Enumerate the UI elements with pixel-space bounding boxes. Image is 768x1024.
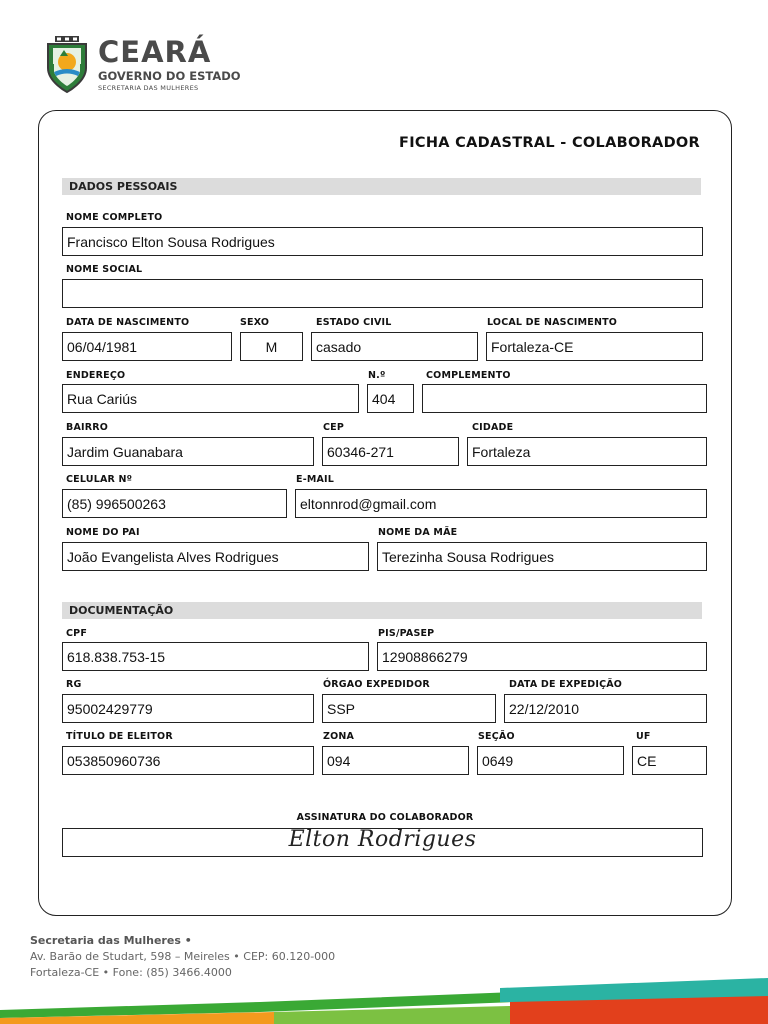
footer-color-stripes: [0, 972, 768, 1024]
field-sex[interactable]: M: [240, 332, 303, 361]
field-address[interactable]: Rua Cariús: [62, 384, 359, 413]
field-mobile[interactable]: (85) 996500263: [62, 489, 287, 518]
label-address: ENDEREÇO: [66, 370, 126, 381]
field-social-name[interactable]: [62, 279, 703, 308]
label-city: CIDADE: [472, 422, 514, 433]
brand-subtitle: GOVERNO DO ESTADO: [98, 69, 241, 83]
field-email[interactable]: eltonnrod@gmail.com: [295, 489, 707, 518]
field-complement[interactable]: [422, 384, 707, 413]
field-cep[interactable]: 60346-271: [322, 437, 459, 466]
footer-org-name: Secretaria das Mulheres •: [30, 934, 192, 947]
state-logo: [44, 36, 244, 100]
label-zone: ZONA: [323, 731, 355, 742]
field-mother-name[interactable]: Terezinha Sousa Rodrigues: [377, 542, 707, 571]
brand-secretaria: SECRETARIA DAS MULHERES: [98, 84, 199, 92]
field-full-name[interactable]: Francisco Elton Sousa Rodrigues: [62, 227, 703, 256]
label-issue-date: DATA DE EXPEDIÇÃO: [509, 679, 623, 690]
field-civil-status[interactable]: casado: [311, 332, 478, 361]
label-civil-status: ESTADO CIVIL: [316, 317, 392, 328]
field-pis[interactable]: 12908866279: [377, 642, 707, 671]
field-uf[interactable]: CE: [632, 746, 707, 775]
field-voter-id[interactable]: 053850960736: [62, 746, 314, 775]
brand-name: CEARÁ: [98, 35, 212, 69]
field-father-name[interactable]: João Evangelista Alves Rodrigues: [62, 542, 369, 571]
label-father-name: NOME DO PAI: [66, 527, 140, 538]
state-coat-of-arms-icon: [44, 36, 90, 94]
field-issuing-agency[interactable]: SSP: [322, 694, 496, 723]
field-cpf[interactable]: 618.838.753-15: [62, 642, 369, 671]
label-section: SEÇÃO: [478, 731, 515, 742]
label-mother-name: NOME DA MÃE: [378, 527, 458, 538]
label-birthplace: LOCAL DE NASCIMENTO: [487, 317, 618, 328]
label-cep: CEP: [323, 422, 345, 433]
form-title: FICHA CADASTRAL - COLABORADOR: [399, 135, 700, 151]
label-sex: SEXO: [240, 317, 270, 328]
label-mobile: CELULAR Nº: [66, 474, 133, 485]
registration-form-card: [38, 110, 732, 916]
field-number[interactable]: 404: [367, 384, 414, 413]
label-social-name: NOME SOCIAL: [66, 264, 143, 275]
signature-field[interactable]: [62, 828, 703, 857]
field-neighborhood[interactable]: Jardim Guanabara: [62, 437, 314, 466]
field-issue-date[interactable]: 22/12/2010: [504, 694, 707, 723]
label-email: E-MAIL: [296, 474, 335, 485]
label-voter-id: TÍTULO DE ELEITOR: [66, 731, 173, 742]
section-personal-data: DADOS PESSOAIS: [62, 178, 701, 195]
label-birth-date: DATA DE NASCIMENTO: [66, 317, 190, 328]
footer-address: Av. Barão de Studart, 598 – Meireles • CEP: 60.120-000: [30, 950, 336, 963]
field-zone[interactable]: 094: [322, 746, 469, 775]
footer-city-phone: Fortaleza-CE • Fone: (85) 3466.4000: [30, 966, 232, 979]
field-city[interactable]: Fortaleza: [467, 437, 707, 466]
label-number: N.º: [368, 370, 386, 381]
label-neighborhood: BAIRRO: [66, 422, 109, 433]
section-documents: DOCUMENTAÇÃO: [62, 602, 702, 619]
field-birthplace[interactable]: Fortaleza-CE: [486, 332, 703, 361]
field-birth-date[interactable]: 06/04/1981: [62, 332, 232, 361]
label-rg: RG: [66, 679, 82, 690]
label-full-name: NOME COMPLETO: [66, 212, 163, 223]
label-complement: COMPLEMENTO: [426, 370, 511, 381]
brand-text: [98, 36, 241, 93]
label-uf: UF: [636, 731, 651, 742]
label-pis: PIS/PASEP: [378, 628, 435, 639]
field-section[interactable]: 0649: [477, 746, 624, 775]
label-issuing-agency: ÓRGAO EXPEDIDOR: [323, 679, 430, 690]
field-rg[interactable]: 95002429779: [62, 694, 314, 723]
label-signature: ASSINATURA DO COLABORADOR: [296, 812, 474, 823]
label-cpf: CPF: [66, 628, 88, 639]
signature-handwriting: Elton Rodrigues: [288, 828, 477, 852]
